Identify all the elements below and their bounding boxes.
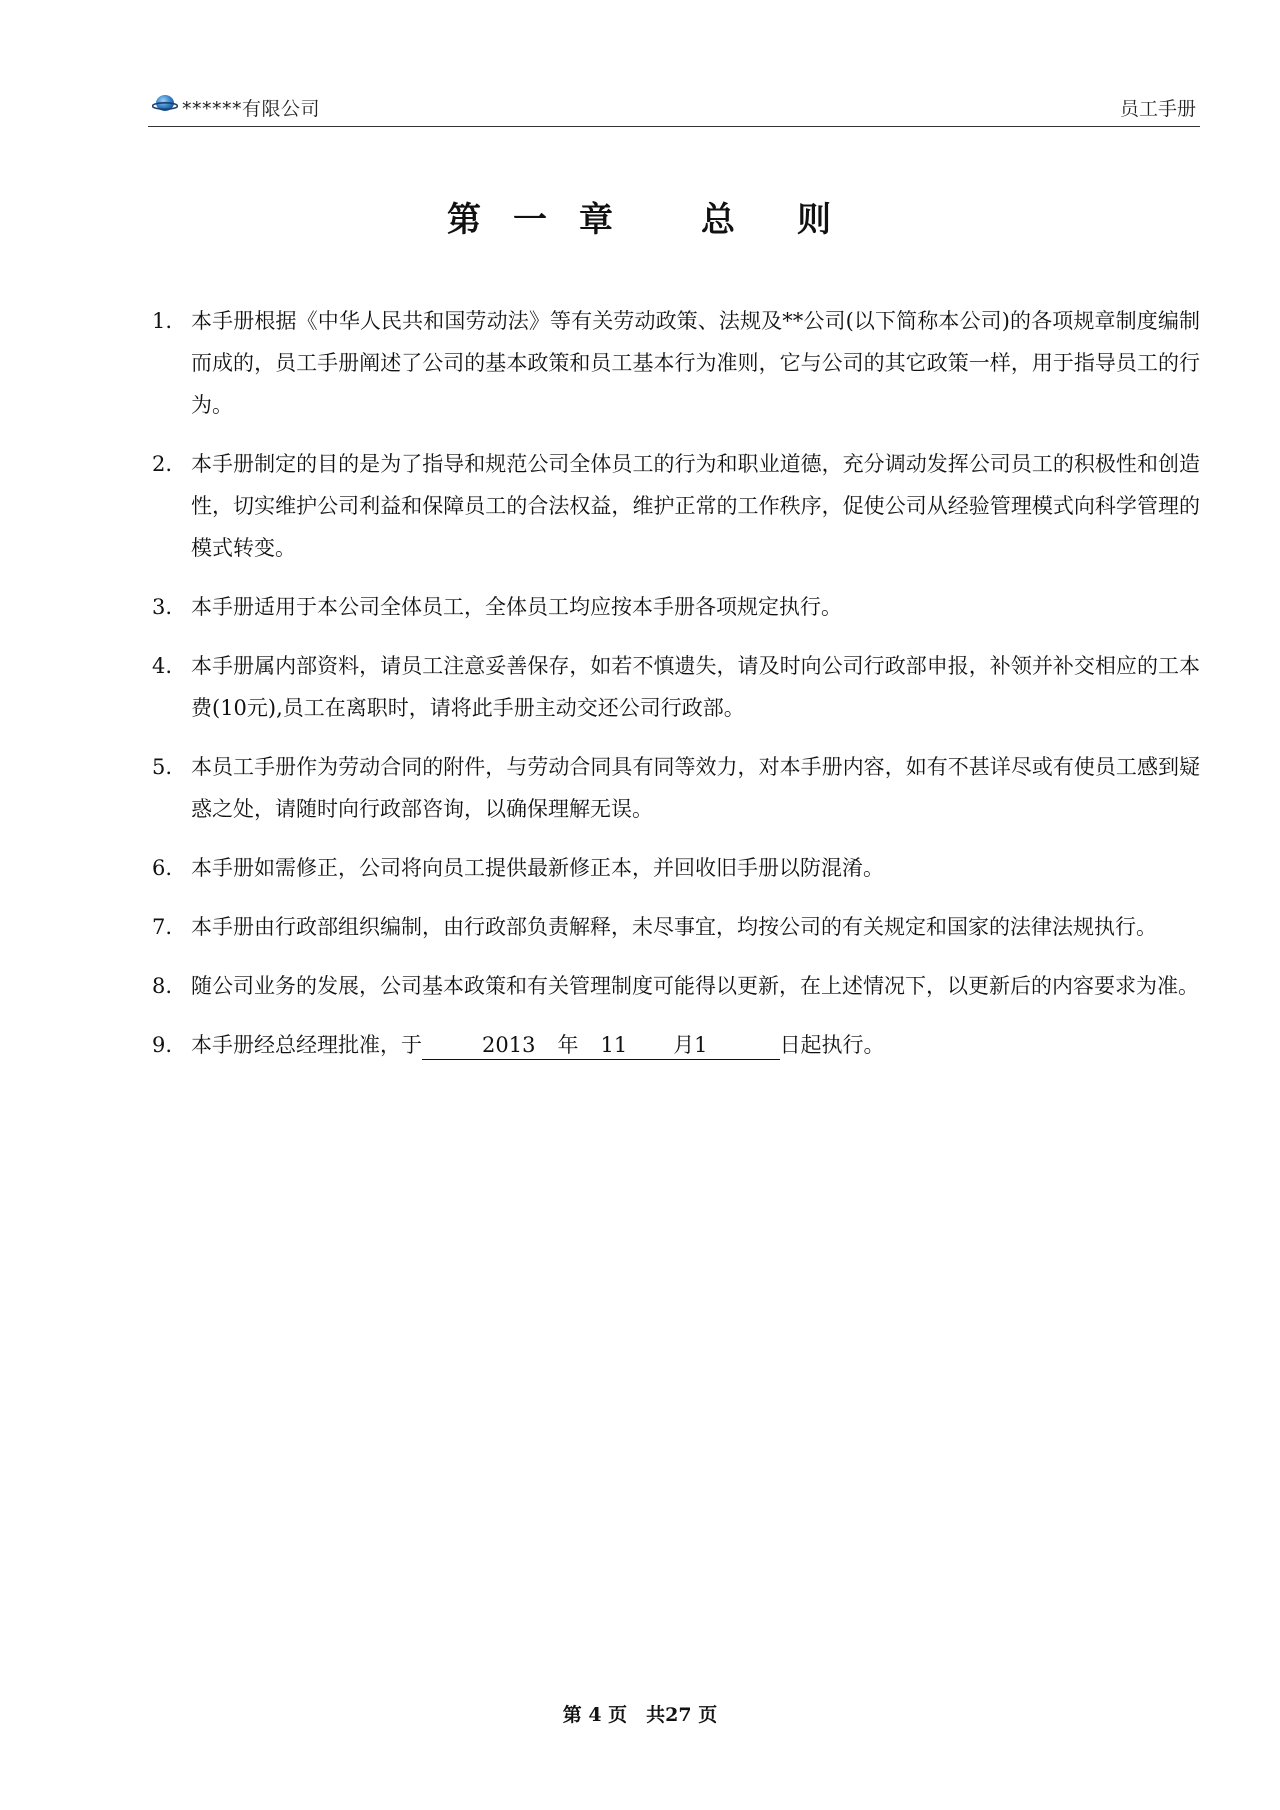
- chapter-title-char: 第: [447, 200, 483, 240]
- clause-text: 本手册根据《中华人民共和国劳动法》等有关劳动政策、法规及**公司(以下简称本公司)的各项规章制度编制而成的，员工手册阐述了公司的基本政策和员工基本行为准则，它与公司的其它政策一样，用于指导员工的行为。: [191, 309, 1200, 417]
- clause-number: 9.: [152, 1033, 173, 1057]
- clause-text: 本手册制定的目的是为了指导和规范公司全体员工的行为和职业道德，充分调动发挥公司员工的积极性和创造性，切实维护公司利益和保障员工的合法权益，维护正常的工作秩序，促使公司从经验管理模式向科学管理的模式转变。: [191, 452, 1200, 560]
- clause-number: 8.: [152, 974, 173, 998]
- clause-number: 7.: [152, 915, 173, 939]
- document-name: 员工手册: [1119, 98, 1196, 120]
- clause-item: [150, 586, 1200, 628]
- month-day-unit: 月1: [673, 1033, 708, 1057]
- clause-number: 3.: [152, 595, 173, 619]
- page-footer: [0, 1700, 1280, 1727]
- chapter-title: [0, 192, 1280, 241]
- company-name: ******有限公司: [182, 98, 321, 120]
- effective-month: 11: [600, 1033, 628, 1057]
- clause-text-suffix: 日起执行。: [779, 1033, 885, 1057]
- clause-item: [150, 906, 1200, 948]
- clause-number: 6.: [152, 856, 173, 880]
- clause-text: 本手册由行政部组织编制，由行政部负责解释，未尽事宜，均按公司的有关规定和国家的法律法规执行。: [191, 915, 1157, 939]
- clause-text: 随公司业务的发展，公司基本政策和有关管理制度可能得以更新，在上述情况下，以更新后的内容要求为准。: [191, 974, 1199, 998]
- clause-item: [150, 965, 1200, 1007]
- page-number: 第 4 页 共27 页: [562, 1704, 718, 1726]
- clause-item: [150, 847, 1200, 889]
- chapter-title-char: 则: [797, 200, 833, 240]
- clause-number: 5.: [152, 755, 173, 779]
- clause-number: 1.: [152, 309, 173, 333]
- clause-list: [150, 300, 1200, 1083]
- clause-item: [150, 746, 1200, 830]
- effective-year: 2013: [482, 1033, 536, 1057]
- clause-text: 本手册属内部资料，请员工注意妥善保存，如若不慎遗失，请及时向公司行政部申报，补领并补交相应的工本费(10元),员工在离职时，请将此手册主动交还公司行政部。: [191, 654, 1200, 720]
- clause-item: [150, 443, 1200, 569]
- year-unit: 年: [557, 1033, 579, 1057]
- clause-number: 2.: [152, 452, 173, 476]
- clause-item-effective-date: [150, 1024, 1200, 1066]
- clause-item: [150, 645, 1200, 729]
- clause-text-prefix: 本手册经总经理批准，于: [191, 1033, 422, 1057]
- clause-text: 本手册如需修正，公司将向员工提供最新修正本，并回收旧手册以防混淆。: [191, 856, 884, 880]
- page-header: [148, 86, 1200, 127]
- chapter-title-char: 一: [513, 200, 549, 240]
- clause-number: 4.: [152, 654, 173, 678]
- chapter-title-char: 章: [579, 200, 615, 240]
- clause-item: [150, 300, 1200, 426]
- chapter-title-char: 总: [701, 200, 737, 240]
- clause-text: 本员工手册作为劳动合同的附件，与劳动合同具有同等效力，对本手册内容，如有不甚详尽或有使员工感到疑惑之处，请随时向行政部咨询，以确保理解无误。: [191, 755, 1200, 821]
- effective-date-blank: [422, 1031, 780, 1060]
- company-logo-icon: [152, 94, 178, 114]
- clause-text: 本手册适用于本公司全体员工，全体员工均应按本手册各项规定执行。: [191, 595, 842, 619]
